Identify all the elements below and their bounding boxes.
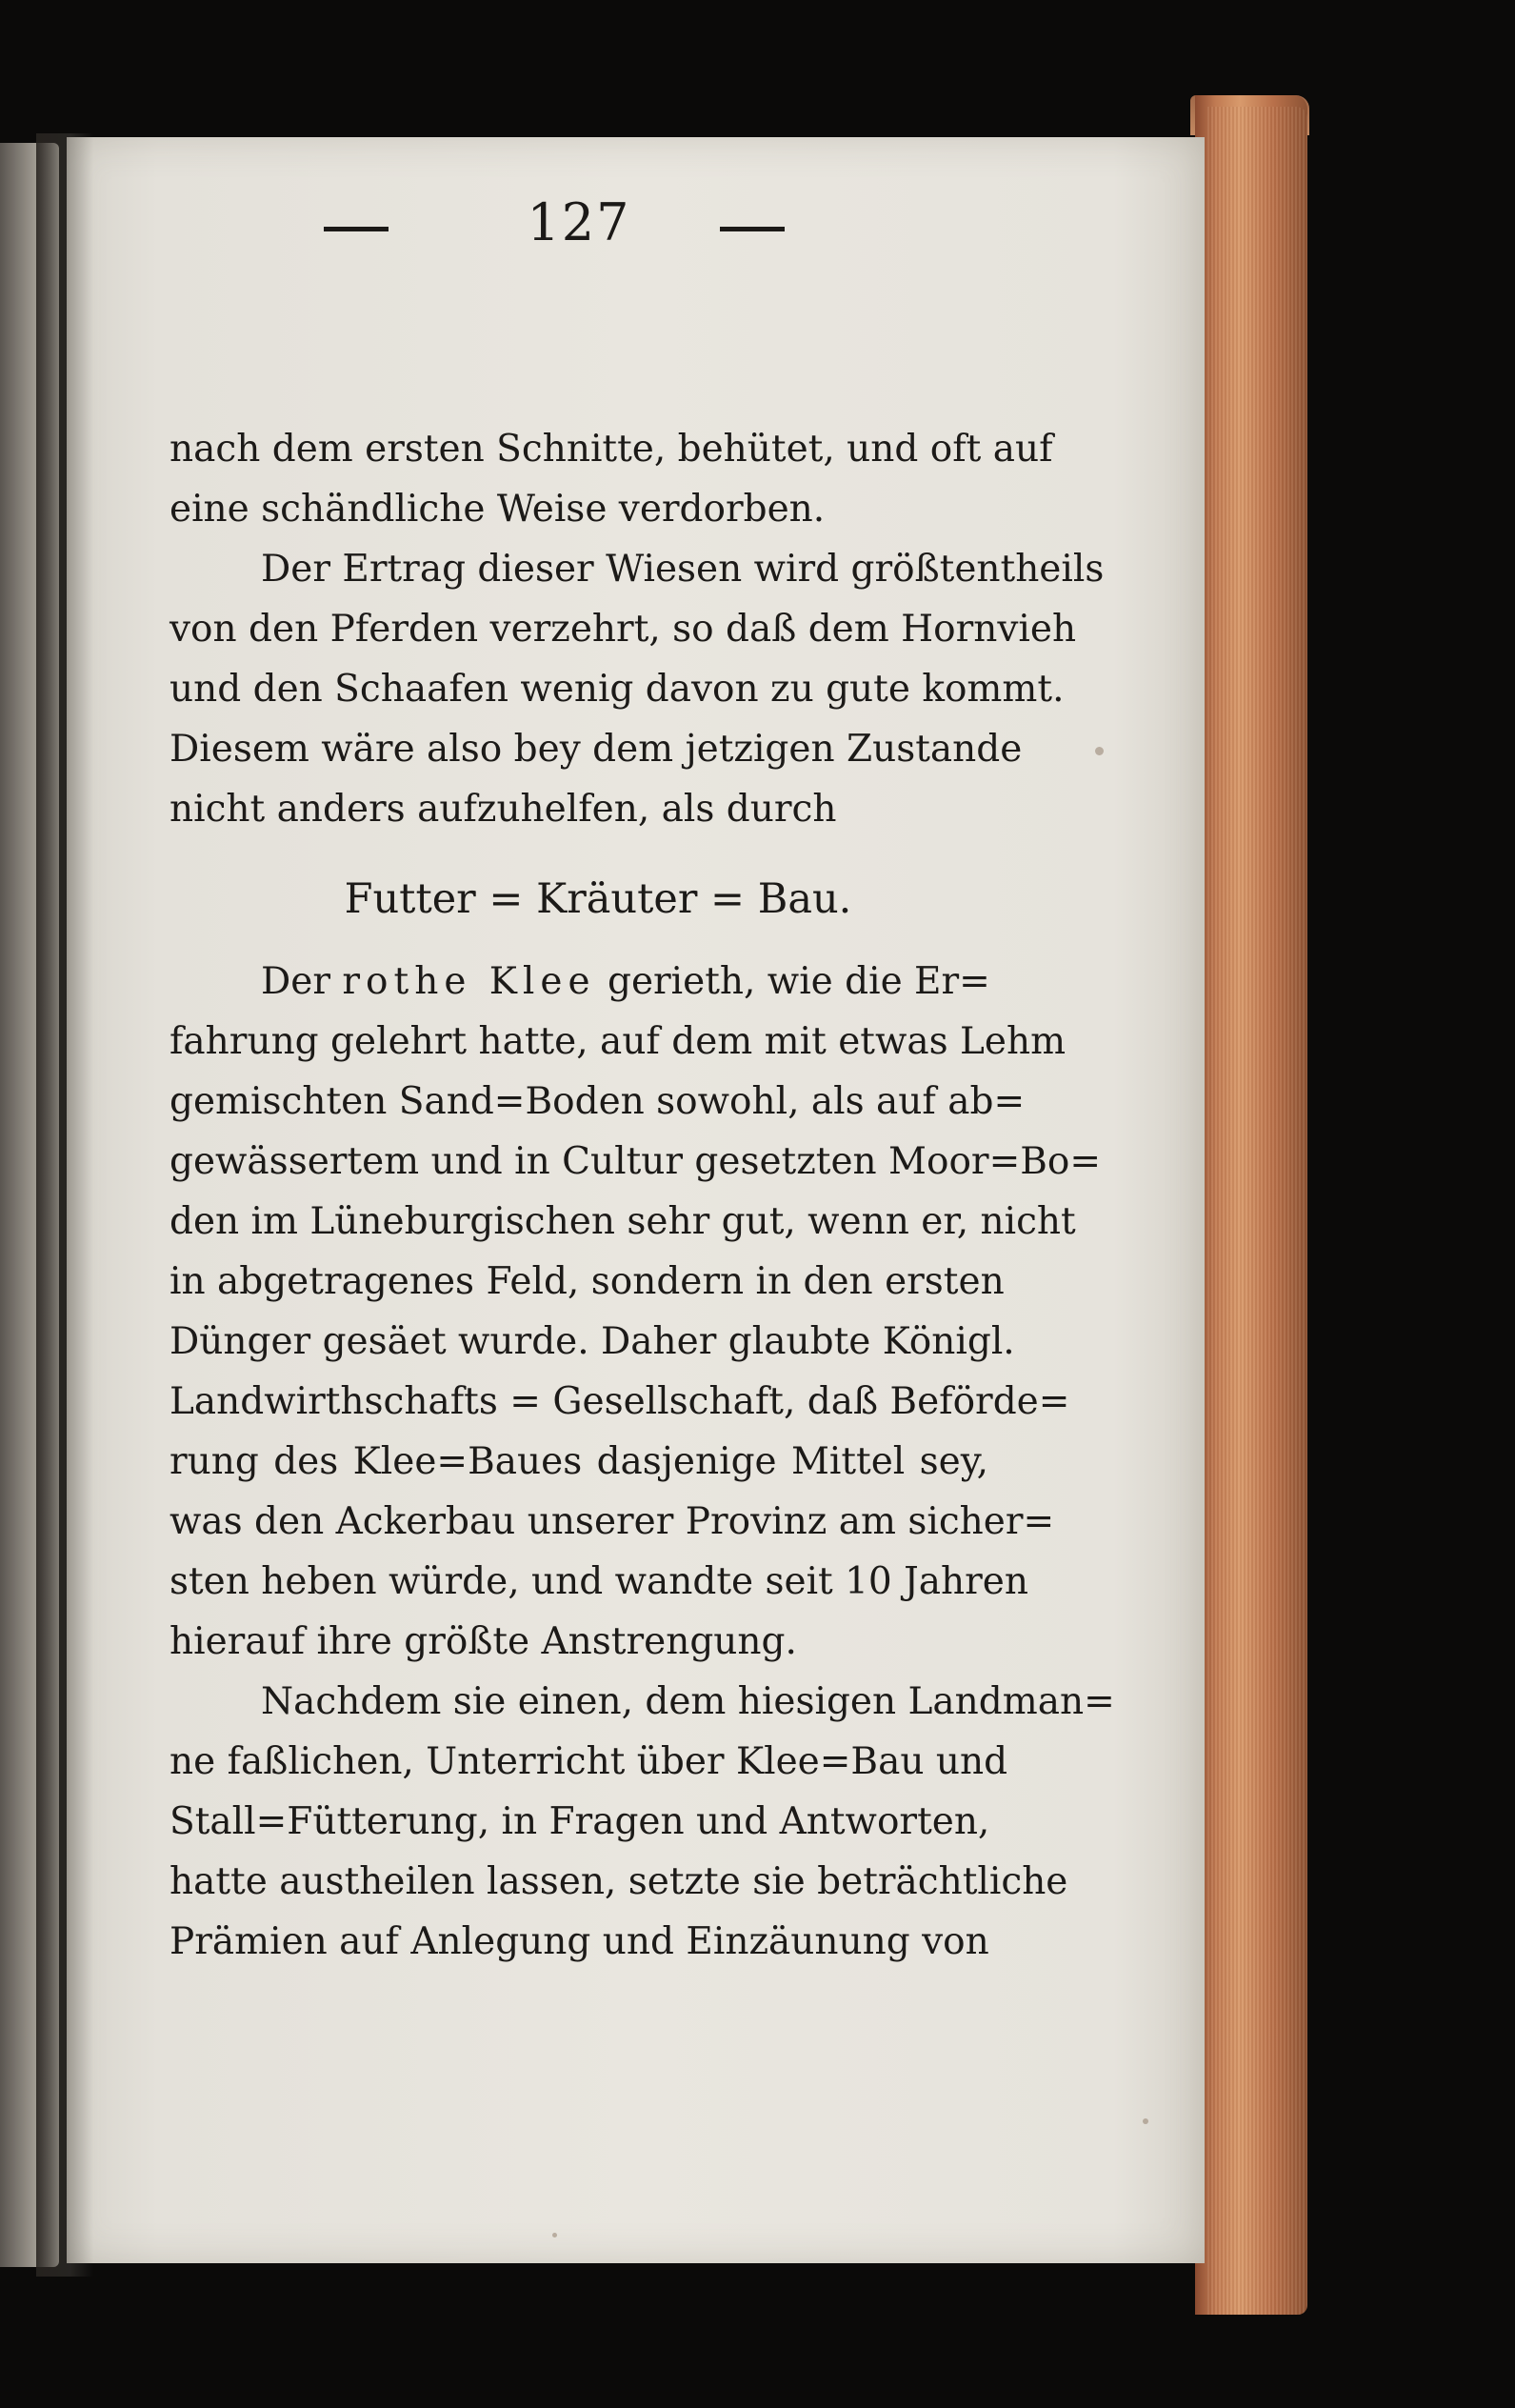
- section-title: Futter = Kräuter = Bau.: [344, 875, 852, 923]
- text-line: den im Lüneburgischen sehr gut, wenn er, nicht: [169, 1200, 1076, 1243]
- text-line: gewässertem und in Cultur gesetzten Moor=Bo=: [169, 1140, 1102, 1183]
- text-line: und den Schaafen wenig davon zu gute kommt.: [169, 668, 1065, 711]
- text-line: nicht anders aufzuhelfen, als durch: [169, 788, 837, 831]
- text-line: nach dem ersten Schnitte, behütet, und oft auf: [169, 428, 1053, 471]
- text-line: Dünger gesäet wurde. Daher glaubte Königl.: [169, 1320, 1015, 1363]
- page-header: [103, 181, 1017, 286]
- text-line: ne faßlichen, Unterricht über Klee=Bau und: [169, 1740, 1008, 1783]
- text-line: gemischten Sand=Boden sowohl, als auf ab=: [169, 1080, 1026, 1123]
- text-line: Prämien auf Anlegung und Einzäunung von: [169, 1920, 989, 1963]
- header-dash-right: [720, 227, 785, 231]
- text-fragment: Der: [261, 960, 330, 1003]
- body-text: [169, 419, 1115, 1972]
- text-line: Diesem wäre also bey dem jetzigen Zustande: [169, 728, 1023, 771]
- paper-speck: [552, 2233, 557, 2237]
- text-line: sten heben würde, und wandte seit 10 Jahren: [169, 1560, 1028, 1603]
- text-line: [169, 952, 988, 1012]
- paper-speck: [1143, 2118, 1148, 2124]
- emphasized-term: rothe Klee: [342, 960, 596, 1003]
- text-line: hatte austheilen lassen, setzte sie beträchtliche: [169, 1860, 1068, 1903]
- text-line: Landwirthschafts = Gesellschaft, daß Beförde=: [169, 1380, 1070, 1423]
- text-line: was den Ackerbau unserer Provinz am sicher=: [169, 1500, 1055, 1543]
- text-line: hierauf ihre größte Anstrengung.: [169, 1620, 797, 1663]
- text-line: fahrung gelehrt hatte, auf dem mit etwas Lehm: [169, 1020, 1066, 1063]
- text-line: in abgetragenes Feld, sondern in den ersten: [169, 1260, 1005, 1303]
- text-line: Stall=Fütterung, in Fragen und Antworten,: [169, 1800, 990, 1843]
- page-gutter-shadow: [36, 133, 93, 2277]
- book-cover-texture: [1207, 107, 1307, 2315]
- text-line: von den Pferden verzehrt, so daß dem Hornvieh: [169, 608, 1077, 651]
- page-number: 127: [527, 192, 631, 252]
- text-line: Der Ertrag dieser Wiesen wird größtentheils: [261, 548, 1105, 591]
- header-dash-left: [324, 227, 389, 231]
- paper-speck: [1095, 747, 1104, 755]
- text-fragment: gerieth, wie die Er=: [607, 960, 990, 1003]
- text-line: rung des Klee=Baues dasjenige Mittel sey,: [169, 1440, 988, 1483]
- text-line: Nachdem sie einen, dem hiesigen Landman=: [261, 1680, 1115, 1723]
- text-line: eine schändliche Weise verdorben.: [169, 488, 826, 531]
